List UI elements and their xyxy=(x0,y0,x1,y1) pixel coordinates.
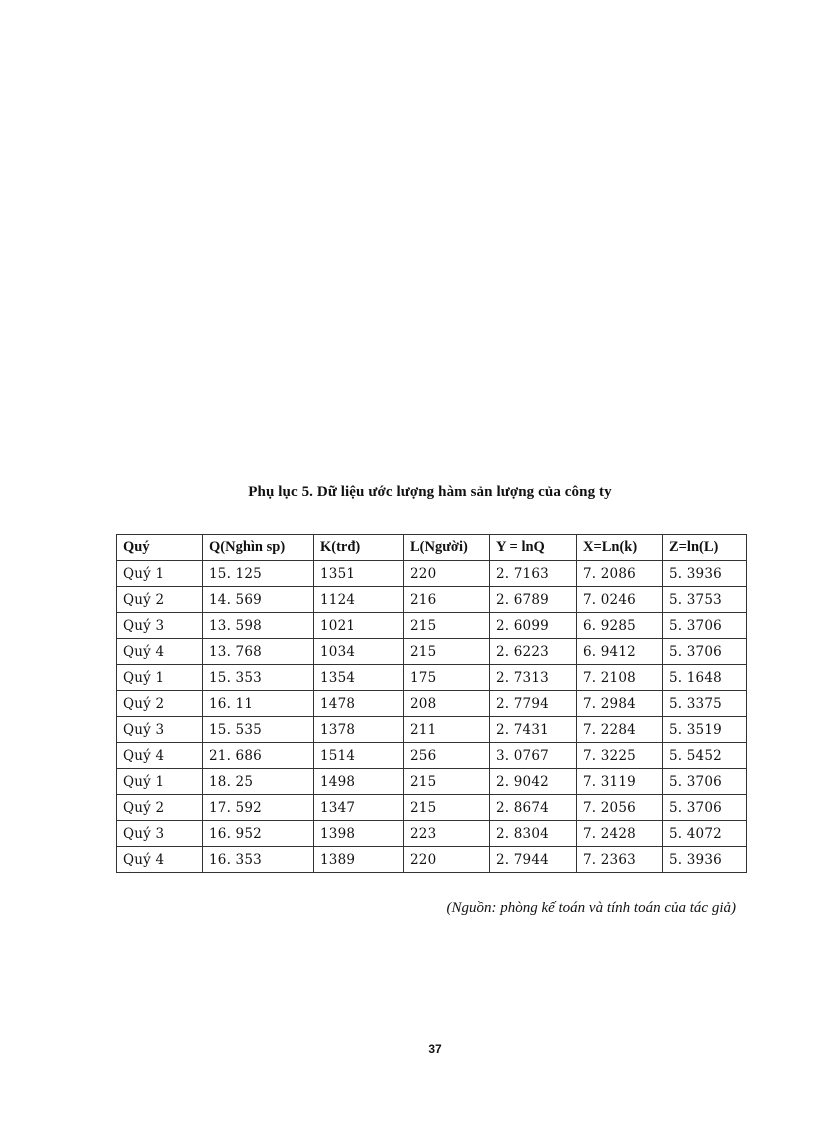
cell-l: 175 xyxy=(404,665,490,691)
cell-quarter: Quý 3 xyxy=(117,821,203,847)
cell-l: 223 xyxy=(404,821,490,847)
table-row xyxy=(117,821,747,847)
cell-q: 16. 353 xyxy=(203,847,314,873)
cell-quarter: Quý 3 xyxy=(117,717,203,743)
header-cell: Y = lnQ xyxy=(490,535,577,561)
cell-l: 215 xyxy=(404,613,490,639)
cell-y: 2. 6223 xyxy=(490,639,577,665)
table-row xyxy=(117,639,747,665)
cell-k: 1351 xyxy=(314,561,404,587)
table-row xyxy=(117,769,747,795)
cell-q: 18. 25 xyxy=(203,769,314,795)
cell-q: 16. 11 xyxy=(203,691,314,717)
cell-l: 215 xyxy=(404,769,490,795)
cell-x: 7. 2428 xyxy=(577,821,663,847)
cell-l: 208 xyxy=(404,691,490,717)
cell-z: 5. 3706 xyxy=(663,795,747,821)
cell-z: 5. 3706 xyxy=(663,769,747,795)
cell-z: 5. 3519 xyxy=(663,717,747,743)
cell-x: 7. 2984 xyxy=(577,691,663,717)
cell-y: 2. 8674 xyxy=(490,795,577,821)
header-cell: Q(Nghìn sp) xyxy=(203,535,314,561)
cell-k: 1378 xyxy=(314,717,404,743)
cell-z: 5. 3936 xyxy=(663,847,747,873)
cell-quarter: Quý 1 xyxy=(117,665,203,691)
table-header-row xyxy=(117,535,747,561)
cell-k: 1478 xyxy=(314,691,404,717)
cell-y: 2. 7794 xyxy=(490,691,577,717)
cell-q: 15. 125 xyxy=(203,561,314,587)
cell-l: 215 xyxy=(404,795,490,821)
cell-k: 1389 xyxy=(314,847,404,873)
table-row xyxy=(117,795,747,821)
cell-l: 211 xyxy=(404,717,490,743)
cell-y: 2. 7163 xyxy=(490,561,577,587)
table-row xyxy=(117,691,747,717)
cell-k: 1514 xyxy=(314,743,404,769)
cell-quarter: Quý 2 xyxy=(117,587,203,613)
table-row xyxy=(117,665,747,691)
table-row xyxy=(117,743,747,769)
table-row xyxy=(117,613,747,639)
cell-quarter: Quý 2 xyxy=(117,691,203,717)
cell-x: 7. 3119 xyxy=(577,769,663,795)
cell-q: 13. 768 xyxy=(203,639,314,665)
cell-k: 1498 xyxy=(314,769,404,795)
cell-l: 220 xyxy=(404,561,490,587)
cell-z: 5. 1648 xyxy=(663,665,747,691)
table-row xyxy=(117,717,747,743)
cell-k: 1354 xyxy=(314,665,404,691)
cell-k: 1398 xyxy=(314,821,404,847)
cell-l: 220 xyxy=(404,847,490,873)
cell-k: 1124 xyxy=(314,587,404,613)
cell-quarter: Quý 1 xyxy=(117,769,203,795)
cell-y: 2. 7431 xyxy=(490,717,577,743)
cell-q: 17. 592 xyxy=(203,795,314,821)
cell-x: 6. 9412 xyxy=(577,639,663,665)
cell-quarter: Quý 3 xyxy=(117,613,203,639)
source-note: (Nguồn: phòng kế toán và tính toán của tác giả) xyxy=(446,900,736,916)
production-data-table xyxy=(116,534,747,873)
table-row xyxy=(117,847,747,873)
header-cell: X=Ln(k) xyxy=(577,535,663,561)
table-body xyxy=(117,561,747,873)
cell-k: 1021 xyxy=(314,613,404,639)
table-row xyxy=(117,561,747,587)
cell-x: 7. 2284 xyxy=(577,717,663,743)
cell-x: 7. 0246 xyxy=(577,587,663,613)
cell-y: 2. 6099 xyxy=(490,613,577,639)
cell-l: 256 xyxy=(404,743,490,769)
header-cell: Quý xyxy=(117,535,203,561)
cell-x: 7. 2363 xyxy=(577,847,663,873)
cell-q: 15. 353 xyxy=(203,665,314,691)
cell-q: 21. 686 xyxy=(203,743,314,769)
cell-x: 6. 9285 xyxy=(577,613,663,639)
cell-z: 5. 4072 xyxy=(663,821,747,847)
cell-z: 5. 3936 xyxy=(663,561,747,587)
header-cell: Z=ln(L) xyxy=(663,535,747,561)
cell-q: 14. 569 xyxy=(203,587,314,613)
cell-l: 215 xyxy=(404,639,490,665)
cell-y: 2. 9042 xyxy=(490,769,577,795)
cell-y: 2. 7944 xyxy=(490,847,577,873)
cell-x: 7. 2086 xyxy=(577,561,663,587)
cell-z: 5. 3375 xyxy=(663,691,747,717)
appendix-title: Phụ lục 5. Dữ liệu ước lượng hàm sản lượng của công ty xyxy=(248,484,612,500)
cell-y: 2. 8304 xyxy=(490,821,577,847)
cell-x: 7. 2108 xyxy=(577,665,663,691)
cell-z: 5. 5452 xyxy=(663,743,747,769)
page-number: 37 xyxy=(428,1042,442,1056)
cell-quarter: Quý 1 xyxy=(117,561,203,587)
header-cell: L(Người) xyxy=(404,535,490,561)
cell-quarter: Quý 4 xyxy=(117,743,203,769)
header-cell: K(trđ) xyxy=(314,535,404,561)
cell-y: 3. 0767 xyxy=(490,743,577,769)
cell-quarter: Quý 2 xyxy=(117,795,203,821)
cell-q: 15. 535 xyxy=(203,717,314,743)
cell-quarter: Quý 4 xyxy=(117,639,203,665)
cell-q: 16. 952 xyxy=(203,821,314,847)
cell-q: 13. 598 xyxy=(203,613,314,639)
cell-y: 2. 7313 xyxy=(490,665,577,691)
cell-z: 5. 3753 xyxy=(663,587,747,613)
cell-x: 7. 3225 xyxy=(577,743,663,769)
cell-z: 5. 3706 xyxy=(663,639,747,665)
cell-k: 1347 xyxy=(314,795,404,821)
cell-y: 2. 6789 xyxy=(490,587,577,613)
cell-quarter: Quý 4 xyxy=(117,847,203,873)
cell-k: 1034 xyxy=(314,639,404,665)
table-row xyxy=(117,587,747,613)
cell-x: 7. 2056 xyxy=(577,795,663,821)
cell-l: 216 xyxy=(404,587,490,613)
cell-z: 5. 3706 xyxy=(663,613,747,639)
